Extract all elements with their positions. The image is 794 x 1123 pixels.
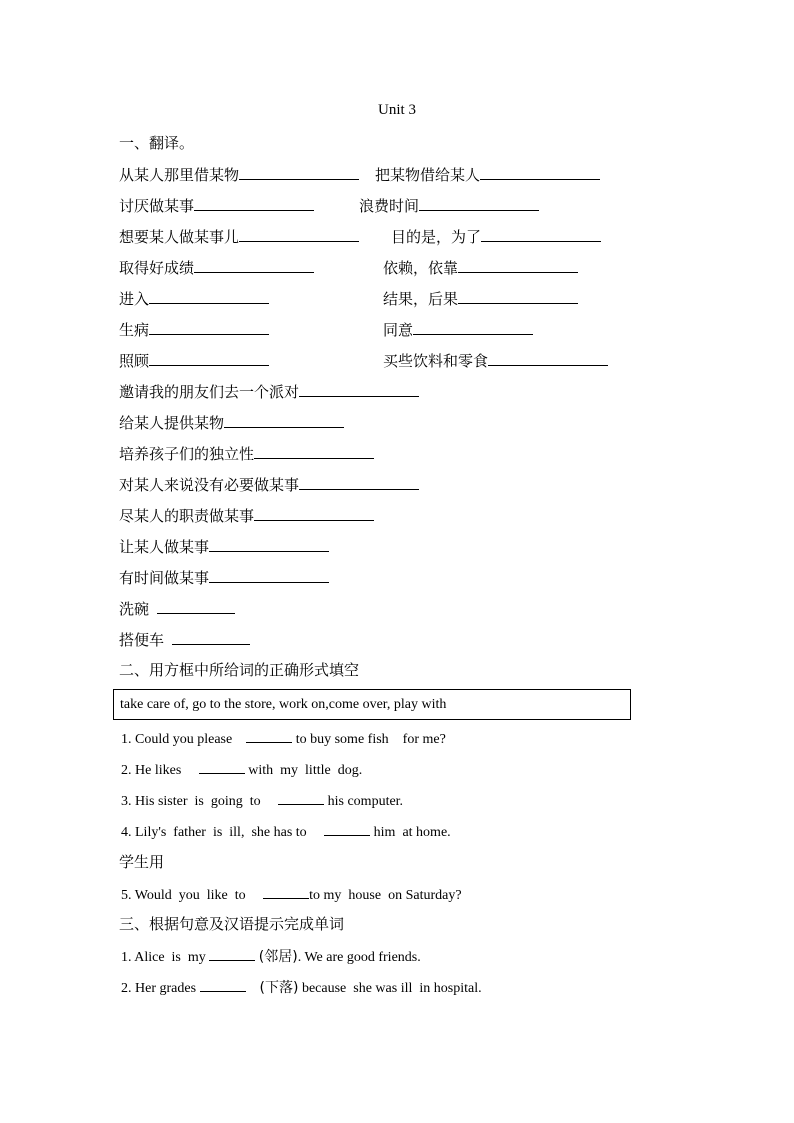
translation-row [119,474,419,495]
answer-blank[interactable] [200,978,246,992]
answer-blank[interactable] [149,350,269,366]
translation-row [119,164,481,185]
question-text: 4. Lily's father is ill, she has to [121,825,307,840]
answer-blank[interactable] [480,164,600,180]
prompt-label: 有时间做某事 [119,569,210,587]
translation-row [119,288,459,309]
section2-heading: 二、用方框中所给词的正确形式填空 [119,661,360,679]
answer-blank[interactable] [149,319,269,335]
translation-row [119,567,329,588]
translation-row [119,226,482,247]
answer-blank[interactable] [209,536,329,552]
question-row [121,885,462,905]
prompt-pair [383,350,608,371]
question-row [121,978,482,998]
prompt-label: 邀请我的朋友们去一个派对 [119,383,300,401]
translation-row [119,350,489,371]
question-row [121,947,421,967]
student-note: 学生用 [119,853,165,871]
answer-blank[interactable] [254,443,374,459]
question-text: him at home. [373,825,451,840]
prompt-label: 浪费时间 [359,197,420,215]
answer-blank[interactable] [278,791,324,805]
answer-blank[interactable] [209,567,329,583]
answer-blank[interactable] [299,381,419,397]
answer-blank[interactable] [458,257,578,273]
translation-row [119,195,420,216]
question-text: because she was ill in hospital. [301,981,482,996]
answer-blank[interactable] [246,729,292,743]
question-row [121,760,362,780]
answer-blank[interactable] [149,288,269,304]
prompt-label: 生病 [119,321,150,339]
question-text: to my house on Saturday? [309,888,462,903]
prompt-label: 把某物借给某人 [375,166,481,184]
prompt-label: 结果，后果 [383,290,459,308]
word-box-text: take care of, go to the store, work on,come over, play with [120,697,447,712]
answer-blank[interactable] [209,947,255,961]
translation-row [119,536,329,557]
answer-blank[interactable] [299,474,419,490]
prompt-pair [383,319,533,340]
question-text: 5. Would you like to [121,888,246,903]
translation-row [119,443,374,464]
prompt-pair [359,195,539,216]
question-text: with my little dog. [248,763,363,778]
question-text: . We are good friends. [297,950,421,965]
translation-row [119,412,344,433]
section3-heading: 三、根据句意及汉语提示完成单词 [119,915,345,933]
hint-text: (邻居) [258,949,298,965]
question-text: for me? [402,732,446,747]
answer-blank[interactable] [194,257,314,273]
question-text: his computer. [327,794,404,809]
prompt-label: 尽某人的职责做某事 [119,507,255,525]
question-text: to buy some fish [295,732,389,747]
answer-blank[interactable] [254,505,374,521]
answer-blank[interactable] [199,760,245,774]
answer-blank[interactable] [172,629,250,645]
translation-row [119,505,374,526]
answer-blank[interactable] [194,195,314,211]
answer-blank[interactable] [263,885,309,899]
translation-row [119,319,414,340]
translation-row [119,629,250,650]
question-text: 1. Alice is my [121,950,206,965]
answer-blank[interactable] [224,412,344,428]
question-text: 1. Could you please [121,732,233,747]
prompt-label: 依赖，依靠 [383,259,459,277]
translation-row [119,381,419,402]
question-row [121,822,451,842]
prompt-label: 进入 [119,290,150,308]
prompt-label: 取得好成绩 [119,259,195,277]
prompt-label: 洗碗 [119,600,150,618]
answer-blank[interactable] [413,319,533,335]
prompt-label: 培养孩子们的独立性 [119,445,255,463]
prompt-label: 想要某人做某事儿 [119,228,240,246]
prompt-label: 对某人来说没有必要做某事 [119,476,300,494]
question-row [121,791,403,811]
prompt-pair [383,288,578,309]
question-text: 2. He likes [121,763,182,778]
question-text: 2. Her grades [121,981,197,996]
answer-blank[interactable] [488,350,608,366]
section1-heading: 一、翻译。 [119,134,195,152]
answer-blank[interactable] [458,288,578,304]
translation-row [119,598,235,619]
hint-text: (下落) [259,980,299,996]
prompt-pair [391,226,601,247]
prompt-label: 给某人提供某物 [119,414,225,432]
answer-blank[interactable] [157,598,235,614]
question-text: 3. His sister is going to [121,794,261,809]
prompt-label: 讨厌做某事 [119,197,195,215]
answer-blank[interactable] [419,195,539,211]
answer-blank[interactable] [481,226,601,242]
prompt-label: 照顾 [119,352,150,370]
answer-blank[interactable] [324,822,370,836]
answer-blank[interactable] [239,164,359,180]
question-row [121,729,446,749]
answer-blank[interactable] [239,226,359,242]
translation-row [119,257,459,278]
prompt-label: 同意 [383,321,414,339]
page-title: Unit 3 [378,102,416,118]
prompt-label: 买些饮料和零食 [383,352,489,370]
prompt-pair [375,164,600,185]
prompt-label: 让某人做某事 [119,538,210,556]
prompt-label: 搭便车 [119,631,165,649]
prompt-pair [383,257,578,278]
word-box [113,689,631,720]
prompt-label: 目的是，为了 [391,228,482,246]
prompt-label: 从某人那里借某物 [119,166,240,184]
